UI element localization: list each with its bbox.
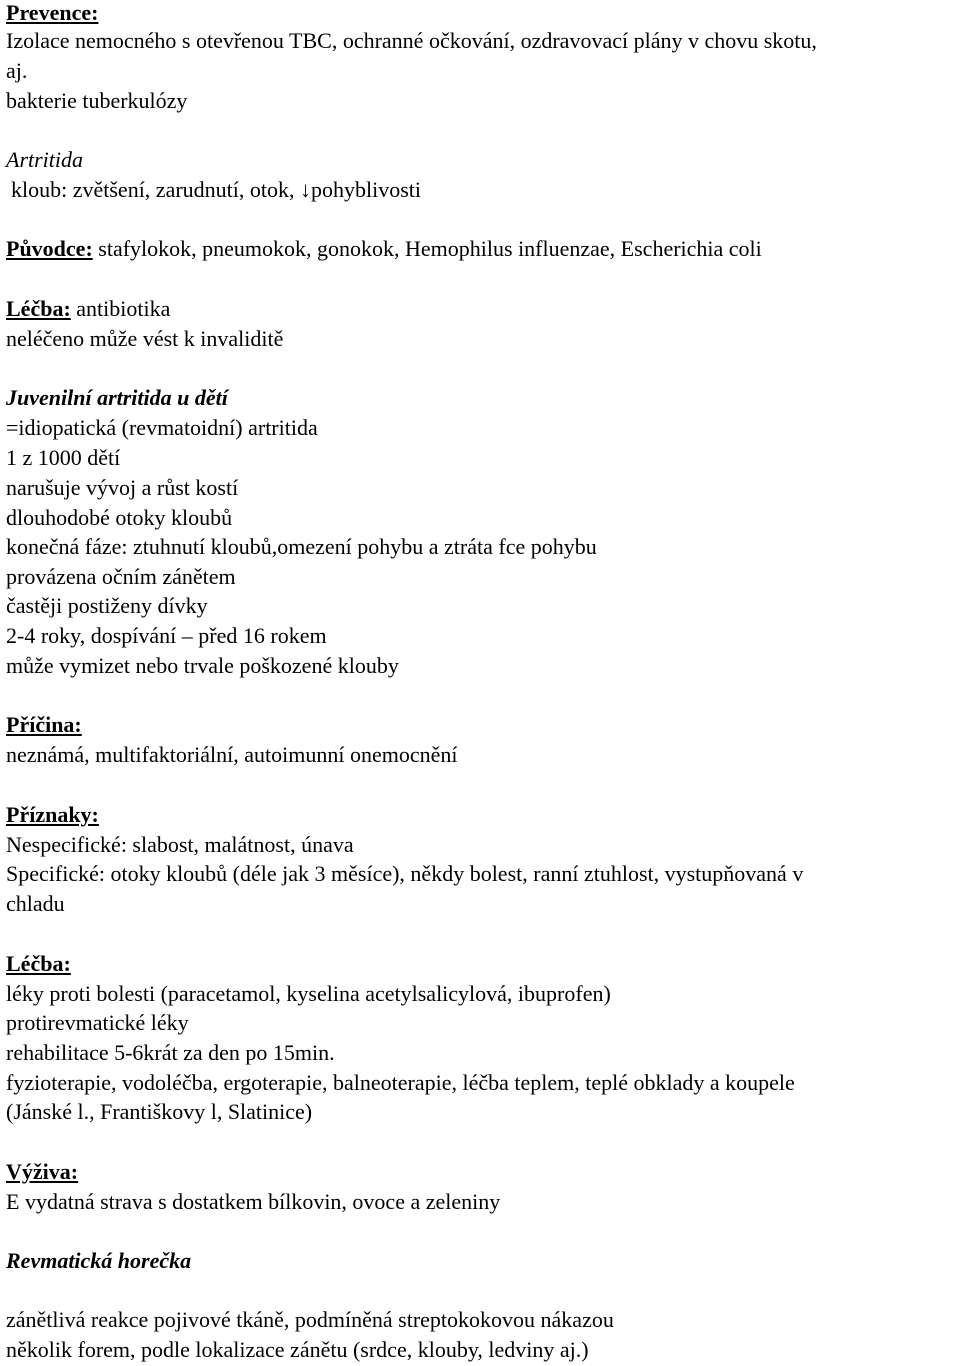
juvenilni-line: může vymizet nebo trvale poškozené klouby (6, 653, 399, 678)
puvodce-line (6, 234, 762, 264)
pricina-text: neznámá, multifaktoriální, autoimunní onemocnění (6, 742, 458, 767)
lecba-line: protirevmatické léky (6, 1010, 189, 1035)
artritida-heading: Artritida (6, 147, 84, 172)
artritida-lecba-line (6, 294, 170, 324)
lecba-line: fyzioterapie, vodoléčba, ergoterapie, balneoterapie, léčba teplem, teplé obklady a koupele (6, 1070, 795, 1095)
juvenilni-heading: Juvenilní artritida u dětí (6, 385, 228, 410)
juvenilni-line: 1 z 1000 dětí (6, 445, 121, 470)
juvenilni-line: častěji postiženy dívky (6, 593, 208, 618)
lecba-label: Léčba: (6, 296, 71, 321)
pricina-heading: Příčina: (6, 712, 82, 737)
lecba-text: antibiotika (70, 296, 171, 321)
revmaticka-heading: Revmatická horečka (6, 1248, 192, 1273)
puvodce-text: stafylokok, pneumokok, gonokok, Hemophilus influenzae, Escherichia coli (92, 236, 762, 261)
artritida-kloub-line (11, 175, 421, 205)
lecba-line: (Jánské l., Františkovy l, Slatinice) (6, 1099, 313, 1124)
vyziva-text: E vydatná strava s dostatkem bílkovin, ovoce a zeleniny (6, 1189, 501, 1214)
priznaky-line: Nespecifické: slabost, malátnost, únava (6, 832, 354, 857)
juvenilni-line: dlouhodobé otoky kloubů (6, 505, 233, 530)
down-arrow-icon: ↓ (300, 177, 311, 202)
kloub-suffix: pohyblivosti (311, 177, 422, 202)
puvodce-label: Původce: (6, 236, 93, 261)
juvenilni-line: konečná fáze: ztuhnutí kloubů,omezení pohybu a ztráta fce pohybu (6, 534, 597, 559)
prevence-heading: Prevence: (6, 0, 99, 25)
priznaky-line: chladu (6, 891, 65, 916)
juvenilni-lecba-heading: Léčba: (6, 951, 71, 976)
neleceno-line: neléčeno může vést k invaliditě (6, 326, 284, 351)
revmaticka-line: několik forem, podle lokalizace zánětu (srdce, klouby, ledviny aj.) (6, 1337, 589, 1362)
juvenilni-line: 2-4 roky, dospívání – před 16 rokem (6, 623, 327, 648)
revmaticka-line: zánětlivá reakce pojivové tkáně, podmíněná streptokokovou nákazou (6, 1307, 614, 1332)
lecba-line: rehabilitace 5-6krát za den po 15min. (6, 1040, 335, 1065)
priznaky-line: Specifické: otoky kloubů (déle jak 3 měsíce), někdy bolest, ranní ztuhlost, vystupňovaná v (6, 861, 804, 886)
juvenilni-line: =idiopatická (revmatoidní) artritida (6, 415, 318, 440)
juvenilni-line: narušuje vývoj a růst kostí (6, 475, 239, 500)
vyziva-heading: Výživa: (6, 1159, 79, 1184)
prevence-line: bakterie tuberkulózy (6, 88, 188, 113)
lecba-line: léky proti bolesti (paracetamol, kyselina acetylsalicylová, ibuprofen) (6, 981, 611, 1006)
prevence-line: Izolace nemocného s otevřenou TBC, ochranné očkování, ozdravovací plány v chovu skotu, (6, 28, 817, 53)
priznaky-heading: Příznaky: (6, 802, 99, 827)
kloub-prefix: kloub: zvětšení, zarudnutí, otok, (11, 177, 300, 202)
juvenilni-line: provázena očním zánětem (6, 564, 236, 589)
prevence-line: aj. (6, 58, 28, 83)
